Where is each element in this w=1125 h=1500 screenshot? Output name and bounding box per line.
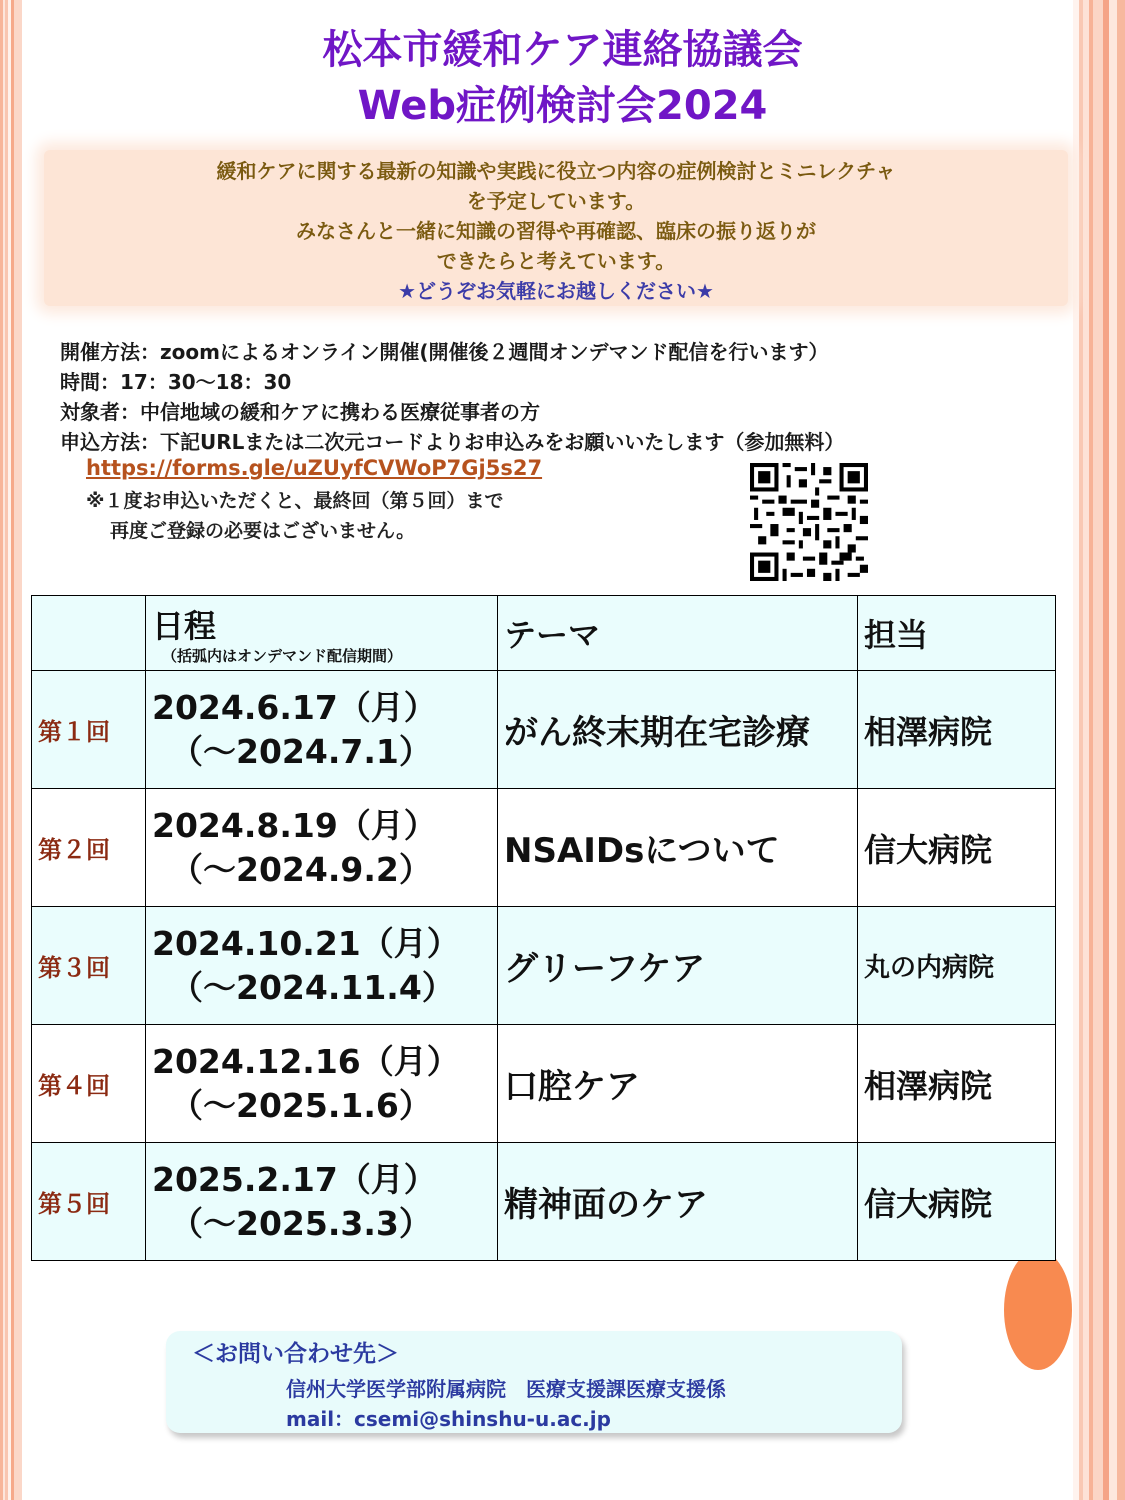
theme-cell: 口腔ケア [498, 1025, 858, 1143]
date-cell [146, 789, 498, 907]
page-title-line2: Web症例検討会2024 [357, 83, 768, 129]
info-apply: 申込方法：下記URLまたは二次元コードよりお申込みをお願いいたします（参加無料） [60, 430, 845, 454]
on-demand-period: （～2024.9.2） [170, 849, 432, 889]
on-demand-period: （～2024.11.4） [170, 967, 455, 1007]
on-demand-period: （～2025.3.3） [170, 1203, 432, 1243]
header-date-label: 日程 [152, 607, 217, 645]
info-method: 開催方法：zoomによるオンライン開催(開催後２週間オンデマンド配信を行います） [60, 340, 829, 364]
date: 2024.10.21（月） [152, 923, 460, 963]
contact-box [166, 1331, 902, 1433]
date-cell [146, 671, 498, 789]
table-row [32, 671, 1056, 789]
date: 2025.2.17（月） [152, 1159, 437, 1199]
header-date-sub: （括弧内はオンデマンド配信期間） [162, 647, 403, 665]
theme-cell: 精神面のケア [498, 1143, 858, 1261]
date: 2024.8.19（月） [152, 805, 437, 845]
intro-box [44, 150, 1068, 306]
intro-line: を予定しています。 [466, 189, 646, 213]
on-demand-period: （～2025.1.6） [170, 1085, 432, 1125]
contact-heading: ＜お問い合わせ先＞ [192, 1341, 399, 1367]
table-row [32, 1025, 1056, 1143]
host-cell: 信大病院 [858, 789, 1056, 907]
host-cell: 相澤病院 [858, 671, 1056, 789]
contact-department: 信州大学医学部附属病院 医療支援課医療支援係 [286, 1377, 726, 1401]
round-label: 第４回 [32, 1025, 146, 1143]
left-decorative-stripe [0, 0, 22, 1500]
table-row [32, 907, 1056, 1025]
date-cell [146, 907, 498, 1025]
host-cell: 丸の内病院 [858, 907, 1056, 1025]
date: 2024.6.17（月） [152, 687, 437, 727]
intro-line: できたらと考えています。 [436, 249, 676, 273]
qr-code-icon[interactable] [750, 463, 868, 581]
date-cell [146, 1143, 498, 1261]
schedule-header-row [32, 596, 1056, 671]
on-demand-period: （～2024.7.1） [170, 731, 432, 771]
intro-line: 緩和ケアに関する最新の知識や実践に役立つ内容の症例検討とミニレクチャ [216, 159, 896, 183]
header-who: 担当 [858, 596, 1056, 671]
round-label: 第３回 [32, 907, 146, 1025]
table-row [32, 789, 1056, 907]
right-decorative-stripe [1073, 0, 1125, 1500]
intro-closing: ★どうぞお気軽にお越しください★ [398, 279, 714, 303]
info-target: 対象者：中信地域の緩和ケアに携わる医療従事者の方 [60, 400, 540, 424]
theme-cell: グリーフケア [498, 907, 858, 1025]
round-label: 第５回 [32, 1143, 146, 1261]
header-date [146, 596, 498, 671]
page-title-line1: 松本市緩和ケア連絡協議会 [322, 27, 803, 73]
table-row [32, 1143, 1056, 1261]
host-cell: 相澤病院 [858, 1025, 1056, 1143]
round-label: 第１回 [32, 671, 146, 789]
schedule-table [31, 595, 1056, 1261]
orange-oval-decoration [1004, 1250, 1072, 1370]
date-cell [146, 1025, 498, 1143]
contact-email[interactable]: mail：csemi@shinshu-u.ac.jp [286, 1407, 611, 1431]
round-label: 第２回 [32, 789, 146, 907]
header-blank [32, 596, 146, 671]
theme-cell: NSAIDsについて [498, 789, 858, 907]
date: 2024.12.16（月） [152, 1041, 460, 1081]
note-line1: ※１度お申込いただくと、最終回（第５回）まで [86, 490, 504, 512]
theme-cell: がん終末期在宅診療 [498, 671, 858, 789]
host-cell: 信大病院 [858, 1143, 1056, 1261]
note-line2: 再度ご登録の必要はございません。 [110, 520, 416, 542]
intro-line: みなさんと一緒に知識の習得や再確認、臨床の振り返りが [296, 219, 816, 243]
header-theme: テーマ [498, 596, 858, 671]
registration-url-link[interactable]: https://forms.gle/uZUyfCVWoP7Gj5s27 [86, 456, 543, 480]
info-time: 時間：17：30～18：30 [60, 370, 292, 394]
